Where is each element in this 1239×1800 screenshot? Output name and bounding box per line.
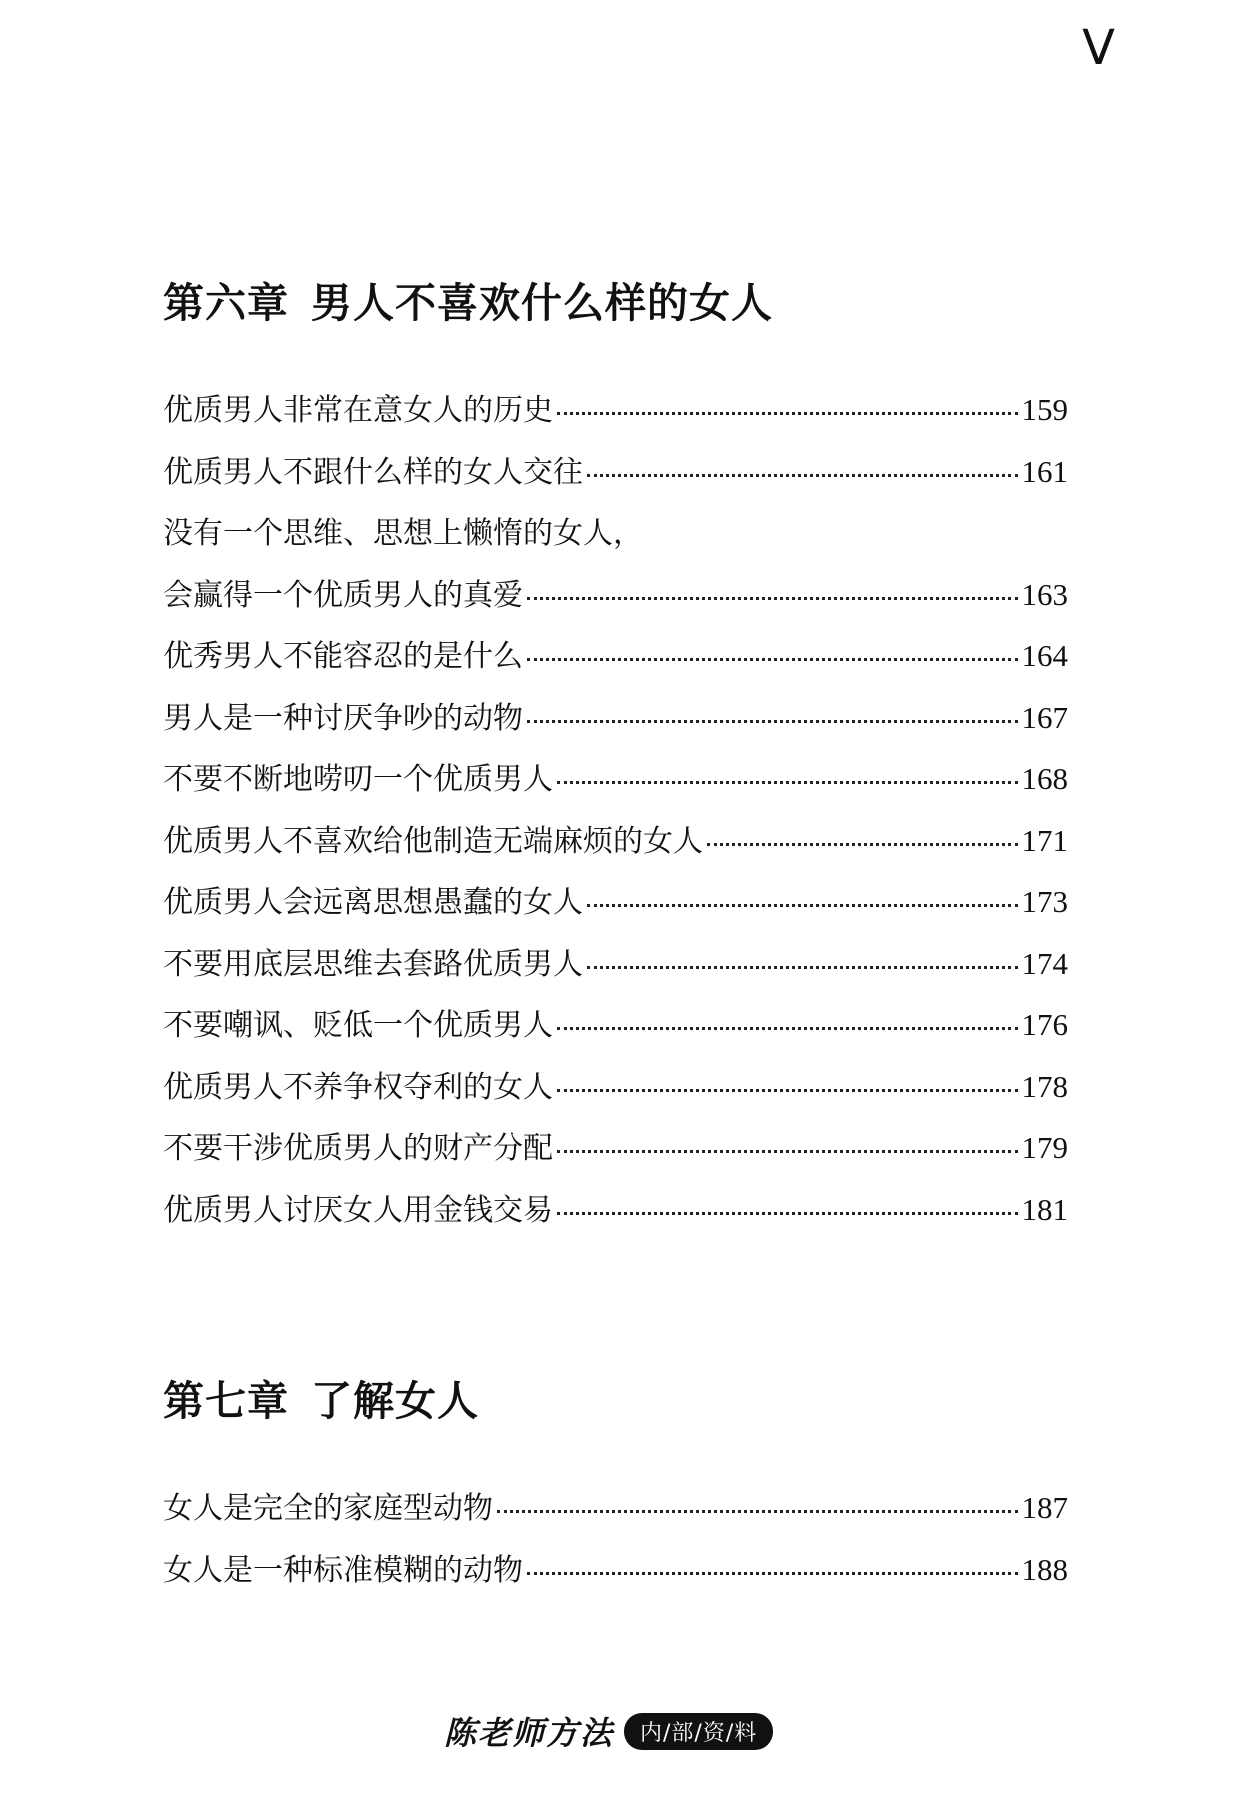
- toc-entry[interactable]: [163, 1000, 1068, 1062]
- toc-entry-title: 不要嘲讽、贬低一个优质男人: [163, 1008, 553, 1043]
- chapter-six: [163, 270, 1068, 1246]
- toc-entry[interactable]: [163, 631, 1068, 693]
- dot-leader: [587, 904, 1018, 907]
- toc-entry-page: 174: [1021, 945, 1068, 981]
- dot-leader: [707, 843, 1018, 846]
- toc-entry-title: 不要不断地唠叨一个优质男人: [163, 762, 553, 797]
- chapter-title: [163, 1368, 1068, 1427]
- toc-entry-page: 171: [1021, 822, 1068, 858]
- toc-entry[interactable]: [163, 693, 1068, 755]
- dot-leader: [557, 412, 1018, 415]
- toc-entry-title: 没有一个思维、思想上懒惰的女人，: [163, 516, 643, 551]
- toc-entry-page: 176: [1021, 1007, 1068, 1042]
- toc-entry-title: 优质男人讨厌女人用金钱交易: [163, 1192, 553, 1228]
- page-number: V: [1082, 20, 1115, 76]
- toc-entry[interactable]: [163, 1123, 1068, 1185]
- toc-entry-title: 不要用底层思维去套路优质男人: [163, 946, 583, 982]
- footer: [444, 1708, 773, 1754]
- toc-entry[interactable]: [163, 570, 1068, 632]
- toc-entry-title: 女人是一种标准模糊的动物: [163, 1552, 523, 1588]
- dot-leader: [557, 1212, 1018, 1215]
- dot-leader: [557, 1089, 1018, 1092]
- toc-entry[interactable]: [163, 1185, 1068, 1247]
- toc-entry-page: 163: [1021, 576, 1068, 612]
- toc-entry-page: 178: [1021, 1068, 1068, 1104]
- toc-entry[interactable]: [163, 1483, 1068, 1545]
- dot-leader: [587, 966, 1018, 969]
- toc-entry-title: 优质男人不跟什么样的女人交往: [163, 454, 583, 490]
- toc-entry[interactable]: [163, 385, 1068, 447]
- toc-entry-title: 优质男人非常在意女人的历史: [163, 393, 553, 428]
- dot-leader: [527, 720, 1018, 723]
- toc-entry-title: 女人是完全的家庭型动物: [163, 1491, 493, 1526]
- toc-entry[interactable]: [163, 754, 1068, 816]
- toc-entry[interactable]: [163, 1062, 1068, 1124]
- toc-entry-page: 188: [1021, 1551, 1068, 1587]
- toc-entry-page: 168: [1021, 761, 1068, 796]
- chapter-name: 男人不喜欢什么样的女人: [311, 279, 773, 327]
- dot-leader: [527, 597, 1018, 600]
- toc-entry-title: 优质男人不喜欢给他制造无端麻烦的女人: [163, 823, 703, 859]
- footer-badge: 内/部/资/料: [624, 1713, 773, 1750]
- chapter-title: [163, 270, 1068, 329]
- toc-entry-page: 161: [1021, 453, 1068, 489]
- toc-entry-page: 187: [1021, 1490, 1068, 1525]
- dot-leader: [527, 658, 1018, 661]
- dot-leader: [587, 474, 1018, 477]
- chapter-seven: [163, 1368, 1068, 1606]
- toc-list: [163, 1483, 1068, 1606]
- toc-entry-page: 181: [1021, 1191, 1068, 1227]
- toc-entry-page: 173: [1021, 884, 1068, 919]
- toc-entry[interactable]: [163, 939, 1068, 1001]
- toc-entry-page: 167: [1021, 699, 1068, 735]
- toc-entry[interactable]: [163, 447, 1068, 509]
- toc-entry[interactable]: [163, 1545, 1068, 1607]
- toc-entry[interactable]: [163, 816, 1068, 878]
- toc-entry[interactable]: [163, 877, 1068, 939]
- footer-brand: 陈老师方法: [444, 1714, 615, 1752]
- dot-leader: [557, 1150, 1018, 1153]
- chapter-name: 了解女人: [311, 1377, 479, 1425]
- toc-entry-title: 优质男人会远离思想愚蠢的女人: [163, 885, 583, 920]
- toc-entry-continued[interactable]: [163, 508, 1068, 570]
- toc-entry-title: 不要干涉优质男人的财产分配: [163, 1131, 553, 1166]
- toc-list: [163, 385, 1068, 1246]
- chapter-number: 第六章: [163, 279, 289, 327]
- toc-entry-page: 159: [1021, 392, 1068, 427]
- toc-entry-title: 会赢得一个优质男人的真爱: [163, 577, 523, 613]
- toc-entry-title: 优质男人不养争权夺利的女人: [163, 1069, 553, 1105]
- toc-entry-page: 179: [1021, 1130, 1068, 1165]
- toc-entry-title: 优秀男人不能容忍的是什么: [163, 639, 523, 674]
- dot-leader: [557, 1027, 1018, 1030]
- toc-entry-title: 男人是一种讨厌争吵的动物: [163, 700, 523, 736]
- dot-leader: [527, 1572, 1018, 1575]
- toc-entry-page: 164: [1021, 638, 1068, 673]
- dot-leader: [497, 1510, 1018, 1513]
- dot-leader: [557, 781, 1018, 784]
- chapter-number: 第七章: [163, 1377, 289, 1425]
